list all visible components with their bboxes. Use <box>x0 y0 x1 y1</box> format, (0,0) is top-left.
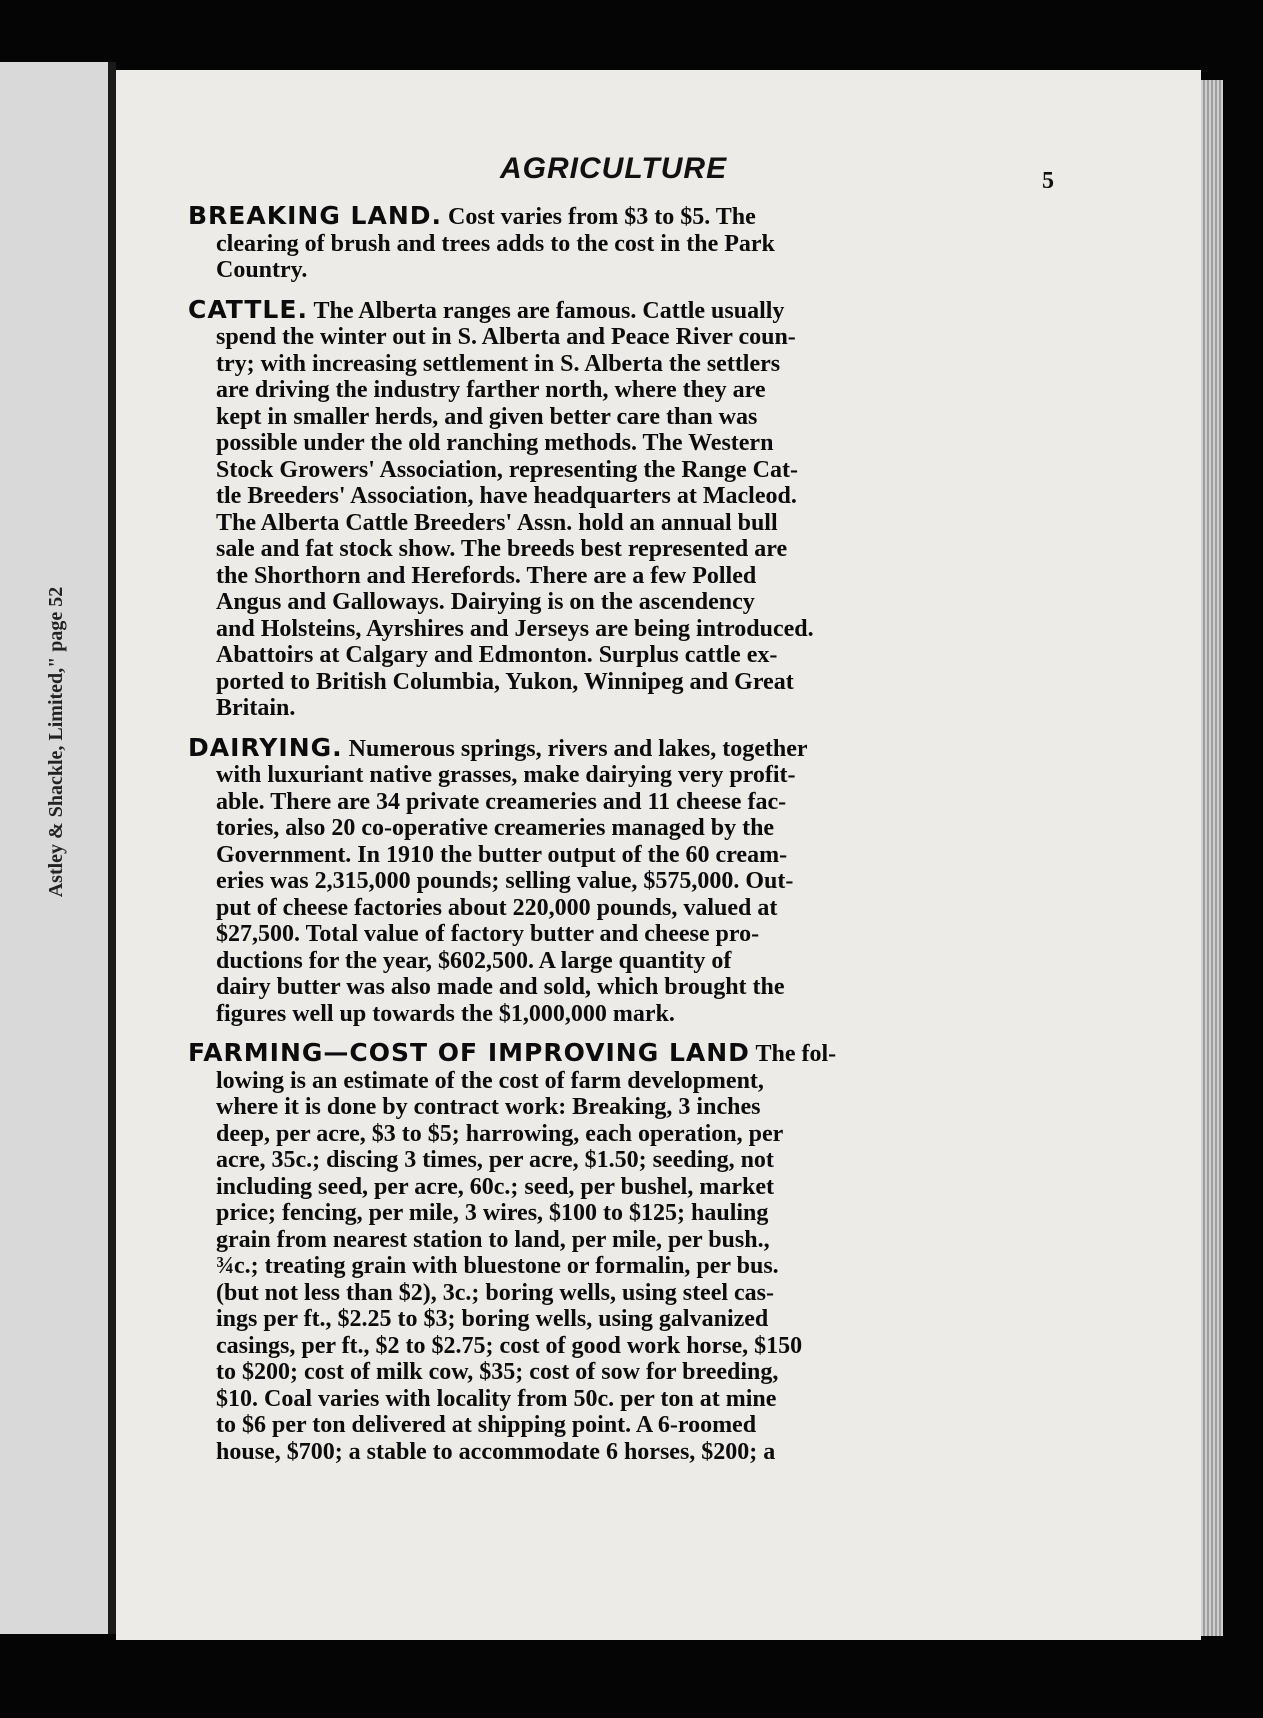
line-text: The Alberta ranges are famous. Cattle usually <box>313 297 785 324</box>
text-line <box>188 351 1056 378</box>
text-line <box>188 1068 1056 1095</box>
text-line <box>188 842 1056 869</box>
line-text: dairy butter was also made and sold, which brought the <box>216 974 785 1000</box>
line-text: figures well up towards the $1,000,000 mark. <box>216 1000 675 1027</box>
line-text: (but not less than $2), 3c.; boring wells, using steel cas- <box>216 1279 775 1306</box>
line-text: Angus and Galloways. Dairying is on the ascendency <box>216 589 755 615</box>
line-text: The Alberta Cattle Breeders' Assn. hold an annual bull <box>216 509 778 536</box>
text-line <box>188 1227 1056 1254</box>
text-line <box>188 868 1056 895</box>
line-text: ¾c.; treating grain with bluestone or formalin, per bus. <box>216 1253 779 1279</box>
line-text: including seed, per acre, 60c.; seed, per bushel, market <box>216 1173 774 1200</box>
text-line <box>188 231 1056 258</box>
line-text: tle Breeders' Association, have headquarters at Macleod. <box>216 483 797 509</box>
facing-page-edge-line: Astley & Shackle, Limited," page 52 <box>45 586 67 898</box>
text-line <box>188 616 1056 643</box>
line-text: sale and fat stock show. The breeds best represented are <box>216 536 788 562</box>
text-line <box>188 1094 1056 1121</box>
line-text: possible under the old ranching methods. The Western <box>216 430 774 456</box>
text-line <box>188 1200 1056 1227</box>
page-number: 5 <box>1042 168 1054 194</box>
line-text: with luxuriant native grasses, make dairying very profit- <box>216 762 796 788</box>
line-text: The fol- <box>755 1041 837 1067</box>
line-text: Stock Growers' Association, representing the Range Cat- <box>216 456 798 483</box>
text-line <box>188 642 1056 669</box>
line-text: where it is done by contract work: Breaking, 3 inches <box>216 1094 761 1120</box>
line-text: deep, per acre, $3 to $5; harrowing, each operation, per <box>216 1120 784 1147</box>
text-line <box>188 1253 1056 1280</box>
text-line <box>188 1121 1056 1148</box>
entry <box>188 203 1056 284</box>
text-line <box>188 1439 1056 1466</box>
entry <box>188 294 1056 722</box>
line-text: Country. <box>216 257 308 283</box>
line-text: Numerous springs, rivers and lakes, together <box>348 735 808 762</box>
text-line <box>188 1412 1056 1439</box>
entry-heading: CATTLE. <box>188 294 308 324</box>
text-line <box>188 948 1056 975</box>
text-line <box>188 669 1056 696</box>
line-text: clearing of brush and trees adds to the cost in the Park <box>216 230 775 257</box>
text-line <box>188 324 1056 351</box>
line-text: ings per ft., $2.25 to $3; boring wells, using galvanized <box>216 1306 769 1332</box>
facing-page-edge-text <box>8 362 104 1122</box>
line-text: $10. Coal varies with locality from 50c. per ton at mine <box>216 1385 777 1412</box>
line-text: acre, 35c.; discing 3 times, per acre, $1.50; seeding, not <box>216 1147 774 1173</box>
entry-heading: BREAKING LAND. <box>188 201 443 230</box>
entry <box>188 1040 1056 1465</box>
line-text: kept in smaller herds, and given better care than was <box>216 403 758 430</box>
line-text: Cost varies from $3 to $5. The <box>448 204 756 230</box>
line-text: the Shorthorn and Herefords. There are a few Polled <box>216 562 757 589</box>
line-text: grain from nearest station to land, per mile, per bush., <box>216 1226 770 1253</box>
text-line <box>188 815 1056 842</box>
entry <box>188 732 1056 1028</box>
line-text: Britain. <box>216 695 296 721</box>
text-line <box>188 536 1056 563</box>
text-line <box>188 1174 1056 1201</box>
text-line <box>188 974 1056 1001</box>
running-head: AGRICULTURE <box>500 152 728 185</box>
text-line <box>188 510 1056 537</box>
line-text: to $6 per ton delivered at shipping point. A 6-roomed <box>216 1412 757 1438</box>
line-text: and Holsteins, Ayrshires and Jerseys are being introduced. <box>216 615 814 642</box>
text-line <box>188 732 1056 763</box>
text-line <box>188 377 1056 404</box>
text-line <box>188 1040 1056 1068</box>
line-text: Government. In 1910 the butter output of the 60 cream- <box>216 841 788 868</box>
entry-heading: DAIRYING. <box>188 732 343 762</box>
line-text: lowing is an estimate of the cost of farm development, <box>216 1067 764 1094</box>
text-line <box>188 762 1056 789</box>
line-text: price; fencing, per mile, 3 wires, $100 to $125; hauling <box>216 1200 769 1226</box>
line-text: able. There are 34 private creameries and 11 cheese fac- <box>216 788 787 815</box>
facing-page <box>0 62 112 1634</box>
entry-heading: FARMING—COST OF IMPROVING LAND <box>188 1038 750 1067</box>
text-line <box>188 1333 1056 1360</box>
text-line <box>188 257 1056 284</box>
line-text: eries was 2,315,000 pounds; selling value, $575,000. Out- <box>216 868 794 894</box>
text-line <box>188 589 1056 616</box>
text-line <box>188 1001 1056 1028</box>
text-line <box>188 430 1056 457</box>
text-line <box>188 563 1056 590</box>
line-text: Abattoirs at Calgary and Edmonton. Surplus cattle ex- <box>216 642 778 668</box>
line-text: to $200; cost of milk cow, $35; cost of sow for breeding, <box>216 1359 779 1385</box>
page-edge-stack <box>1201 80 1223 1636</box>
text-line <box>188 483 1056 510</box>
line-text: house, $700; a stable to accommodate 6 horses, $200; a <box>216 1438 776 1465</box>
line-text: ductions for the year, $602,500. A large quantity of <box>216 947 732 974</box>
text-line <box>188 294 1056 325</box>
line-text: $27,500. Total value of factory butter and cheese pro- <box>216 921 760 947</box>
text-line <box>188 1147 1056 1174</box>
line-text: tories, also 20 co-operative creameries managed by the <box>216 815 775 841</box>
text-line <box>188 1386 1056 1413</box>
line-text: try; with increasing settlement in S. Alberta the settlers <box>216 350 781 377</box>
text-line <box>188 1280 1056 1307</box>
text-line <box>188 695 1056 722</box>
line-text: put of cheese factories about 220,000 pounds, valued at <box>216 894 778 921</box>
line-text: are driving the industry farther north, where they are <box>216 377 766 403</box>
line-text: casings, per ft., $2 to $2.75; cost of good work horse, $150 <box>216 1332 803 1359</box>
text-line <box>188 404 1056 431</box>
text-line <box>188 457 1056 484</box>
text-line <box>188 203 1056 231</box>
text-line <box>188 789 1056 816</box>
line-text: spend the winter out in S. Alberta and Peace River coun- <box>216 324 796 350</box>
page-text <box>188 203 1056 1478</box>
line-text: ported to British Columbia, Yukon, Winnipeg and Great <box>216 668 794 695</box>
text-line <box>188 921 1056 948</box>
book-spine <box>108 62 116 1634</box>
text-line <box>188 1359 1056 1386</box>
text-line <box>188 1306 1056 1333</box>
text-line <box>188 895 1056 922</box>
